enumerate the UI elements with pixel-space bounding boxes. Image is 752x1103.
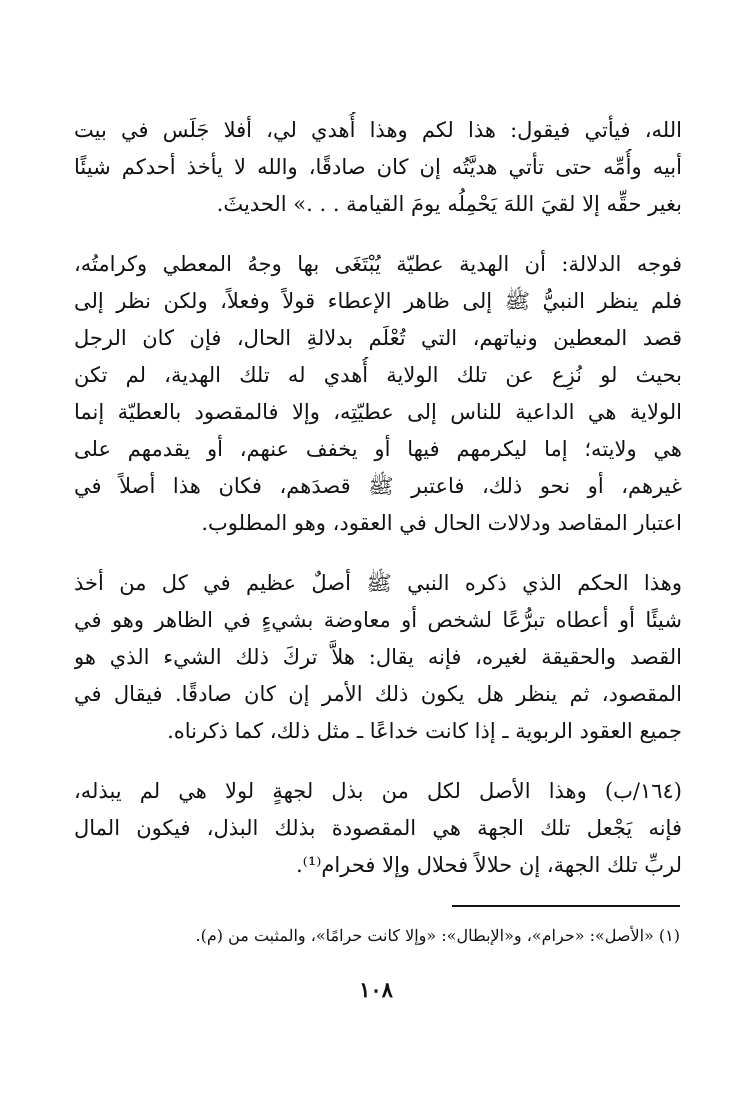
- paragraph-3: [74, 565, 682, 750]
- text-line: المقصود، ثم ينظر هل يكون ذلك الأمر إن كان صادقًا. فيقال في: [74, 682, 682, 706]
- text-line: بحيث لو نُزِع عن تلك الولاية أُهدي له تلك الهدية، لم تكن: [74, 363, 682, 387]
- paragraph-4: [74, 773, 682, 884]
- text-line: بغير حقِّه إلا لقيَ اللهَ يَحْمِلُه يومَ القيامة . . .» الحديثَ.: [216, 192, 682, 216]
- text-line: لربِّ تلك الجهة، إن حلالاً فحلال وإلا فحرام⁽¹⁾.: [295, 853, 682, 877]
- paragraph-gap: [74, 750, 682, 773]
- paragraph-gap: [74, 542, 682, 565]
- footnote-separator: [452, 905, 680, 907]
- text-line: هي ولايته؛ إما ليكرمهم فيها أو يخفف عنهم، أو يقدمهم على: [74, 437, 682, 461]
- text-line: الولاية هي الداعية للناس إلى عطيّتِه، وإلا فالمقصود بالعطيّة إنما: [74, 400, 682, 424]
- text-line: شيئًا أو أعطاه تبرُّعًا لشخص أو معاوضة بشيءٍ في الظاهر وهو في: [74, 608, 682, 632]
- footnote: (١) «الأصل»: «حرام»، و«الإبطال»: «وإلا كانت حرامًا»، والمثبت من (م).: [195, 926, 680, 945]
- text-line: قصد المعطين ونياتهم، التي تُعْلَم بدلالةِ الحال، فإن كان الرجل: [74, 326, 682, 350]
- text-line: اعتبار المقاصد ودلالات الحال في العقود، وهو المطلوب.: [201, 511, 682, 535]
- text-line: (١٦٤/ب) وهذا الأصل لكل من بذل لجهةٍ لولا هي لم يبذله،: [74, 779, 682, 803]
- text-line: وهذا الحكم الذي ذكره النبي ﷺ أصلٌ عظيم في كل من أخذ: [74, 571, 682, 595]
- text-line: الله، فيأتي فيقول: هذا لكم وهذا أُهدي لي، أفلا جَلَس في بيت: [74, 118, 682, 142]
- paragraph-1: [74, 112, 682, 223]
- text-line: جميع العقود الربوية ـ إذا كانت خداعًا ـ مثل ذلك، كما ذكرناه.: [167, 719, 682, 743]
- text-line: فإنه يَجْعل تلك الجهة هي المقصودة بذلك البذل، فيكون المال: [74, 816, 682, 840]
- text-line: فلم ينظر النبيُّ ﷺ إلى ظاهر الإعطاء قولاً وفعلاً، ولكن نظر إلى: [74, 289, 682, 313]
- paragraph-gap: [74, 223, 682, 246]
- page-number: ١٠٨: [359, 977, 393, 1002]
- text-line: غيرهم، أو نحو ذلك، فاعتبر ﷺ قصدَهم، فكان هذا أصلاً في: [74, 474, 682, 498]
- text-line: أبيه وأُمِّه حتى تأتي هديَّتُه إن كان صادقًا، والله لا يأخذ أحدكم شيئًا: [74, 155, 682, 179]
- text-line: القصد والحقيقة لغيره، فإنه يقال: هلاَّ تركَ ذلك الشيء الذي هو: [74, 645, 682, 669]
- text-line: فوجه الدلالة: أن الهدية عطيّة يُبْتَغَى بها وجهُ المعطي وكرامتُه،: [74, 252, 682, 276]
- paragraph-2: [74, 246, 682, 542]
- page-body: [74, 112, 682, 884]
